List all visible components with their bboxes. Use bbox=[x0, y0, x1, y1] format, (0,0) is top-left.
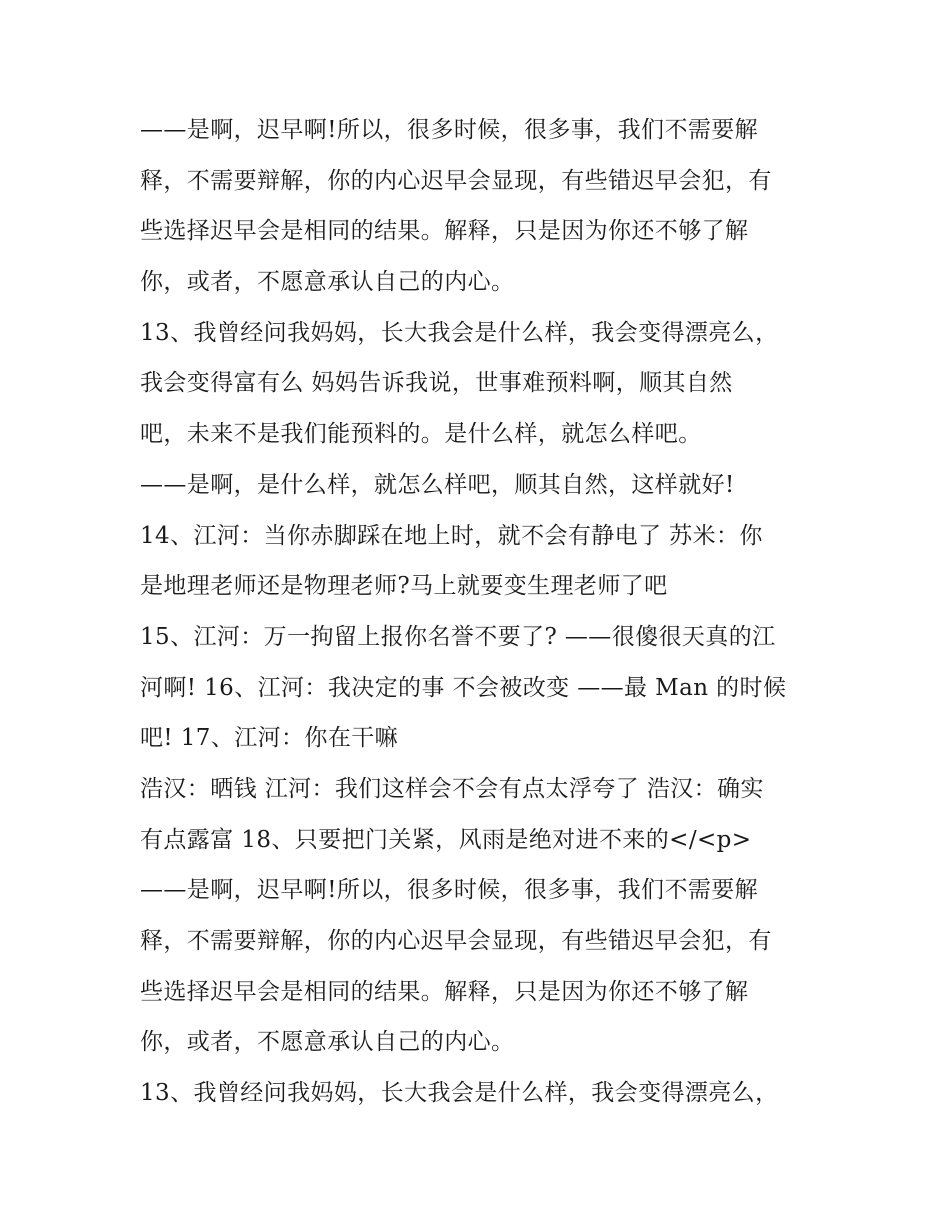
text-line: 释，不需要辩解，你的内心迟早会显现，有些错迟早会犯，有 bbox=[140, 928, 772, 954]
text-line: 我会变得富有么 妈妈告诉我说，世事难预料啊，顺其自然 bbox=[140, 370, 733, 397]
text-line: 吧! 17、江河：你在干嘛 bbox=[140, 725, 399, 752]
text-line: 些选择迟早会是相同的结果。解释，只是因为你还不够了解 bbox=[140, 978, 749, 1005]
text-line: 些选择迟早会是相同的结果。解释，只是因为你还不够了解 bbox=[140, 218, 749, 245]
text-line: 13、我曾经问我妈妈，长大我会是什么样，我会变得漂亮么， bbox=[140, 319, 779, 346]
text-line: 释，不需要辩解，你的内心迟早会显现，有些错迟早会犯，有 bbox=[140, 167, 772, 194]
text-line: 你，或者，不愿意承认自己的内心。 bbox=[140, 1029, 515, 1056]
text-line: 你，或者，不愿意承认自己的内心。 bbox=[140, 269, 515, 296]
text-line: ——是啊，迟早啊!所以，很多时候，很多事，我们不需要解 bbox=[140, 117, 759, 143]
document-body bbox=[140, 105, 830, 1119]
text-line: 吧，未来不是我们能预料的。是什么样，就怎么样吧。 bbox=[140, 421, 702, 448]
text-line: 13、我曾经问我妈妈，长大我会是什么样，我会变得漂亮么， bbox=[140, 1080, 779, 1107]
text-line: 河啊! 16、江河：我决定的事 不会被改变 ——最 Man 的时候 bbox=[140, 674, 787, 701]
text-line: 是地理老师还是物理老师?马上就要变生理老师了吧 bbox=[140, 573, 668, 600]
text-line: 14、江河：当你赤脚踩在地上时，就不会有静电了 苏米：你 bbox=[140, 522, 763, 549]
text-line: ——是啊，是什么样，就怎么样吧，顺其自然，这样就好! bbox=[140, 471, 735, 498]
text-line: ——是啊，迟早啊!所以，很多时候，很多事，我们不需要解 bbox=[140, 877, 759, 904]
text-line: 15、江河：万一拘留上报你名誉不要了? ——很傻很天真的江 bbox=[140, 623, 776, 650]
text-line: 浩汉：晒钱 江河：我们这样会不会有点太浮夸了 浩汉：确实 bbox=[140, 775, 764, 802]
text-line: 有点露富 18、只要把门关紧，风雨是绝对进不来的</<p> bbox=[140, 826, 752, 853]
